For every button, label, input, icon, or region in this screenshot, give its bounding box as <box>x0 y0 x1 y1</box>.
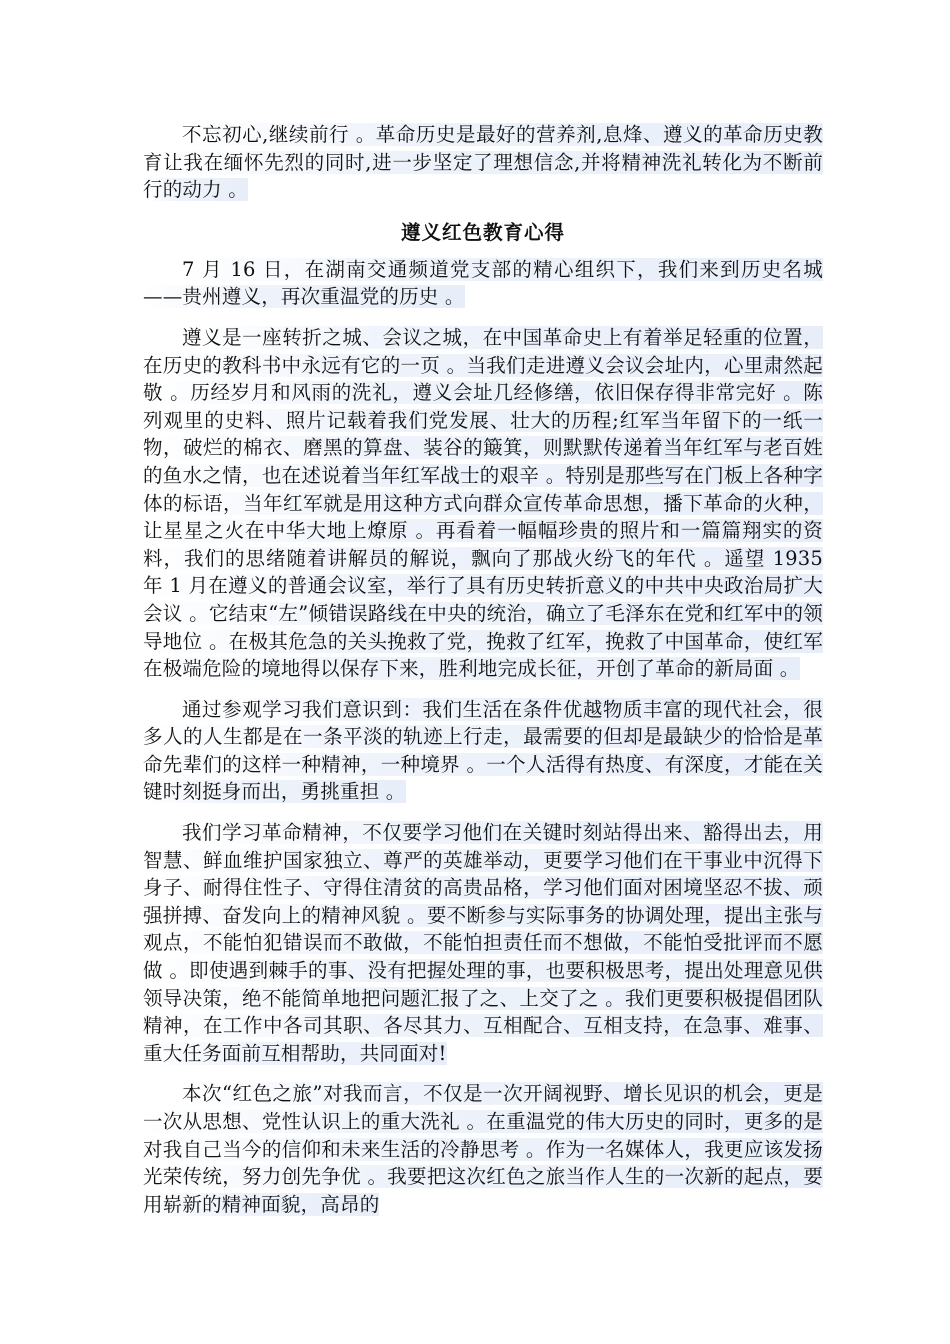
document-body <box>143 121 823 1218</box>
paragraph-1 <box>143 256 823 311</box>
document-title: 遵义红色教育心得 <box>400 220 565 244</box>
paragraph-4 <box>143 819 823 1067</box>
paragraph-1-text: 7 月 16 日，在湖南交通频道党支部的精心组织下，我们来到历史名城——贵州遵义，再次重温党的历史 。 <box>143 257 823 309</box>
paragraph-3 <box>143 696 823 806</box>
paragraph-2 <box>143 324 823 683</box>
paragraph-2-text: 遵义是一座转折之城、会议之城，在中国革命史上有着举足轻重的位置，在历史的教科书中永远有它的一页 。当我们走进遵义会议会址内，心里肃然起敬 。历经岁月和风雨的洗礼，遵义会址几经修缮，依旧保存得非常完好 。陈列观里的史料、照片记载着我们党发展、壮大的历程;红军当年留下的一纸一物，破烂的棉衣、磨黑的算盘、装谷的簸箕，则默默传递着当年红军与老百姓的鱼水之情，也在述说着当年红军战士的艰辛 。特别是那些写在门板上各种字体的标语，当年红军就是用这种方式向群众宣传革命思想，播下革命的火种，让星星之火在中华大地上燎原 。再看着一幅幅珍贵的照片和一篇篇翔实的资料，我们的思绪随着讲解员的解说，飘向了那战火纷飞的年代 。遥望 1935 年 1 月在遵义的普通会议室，举行了具有历史转折意义的中共中央政治局扩大会议 。它结束“左”倾错误路线在中央的统治，确立了毛泽东在党和红军中的领导地位 。在极其危急的关头挽救了党，挽救了红军，挽救了中国革命，使红军在极端危险的境地得以保存下来，胜利地完成长征，开创了革命的新局面 。 <box>143 325 823 681</box>
intro-paragraph <box>143 121 823 204</box>
paragraph-3-text: 通过参观学习我们意识到：我们生活在条件优越物质丰富的现代社会，很多人的人生都是在一条平淡的轨迹上行走，最需要的但却是最缺少的恰恰是革命先辈们的这样一种精神，一种境界 。一个人活得有热度、有深度，才能在关键时刻挺身而出，勇挑重担 。 <box>143 697 823 804</box>
paragraph-5 <box>143 1080 823 1218</box>
intro-paragraph-text: 不忘初心,继续前行 。革命历史是最好的营养剂,息烽、遵义的革命历史教育让我在缅怀先烈的同时,进一步坚定了理想信念,并将精神洗礼转化为不断前行的动力 。 <box>143 123 823 202</box>
paragraph-5-text: 本次“红色之旅”对我而言，不仅是一次开阔视野、增长见识的机会，更是一次从思想、党性认识上的重大洗礼 。在重温党的伟大历史的同时，更多的是对我自己当今的信仰和未来生活的冷静思考 。作为一名媒体人，我更应该发扬光荣传统，努力创先争优 。我要把这次红色之旅当作人生的一次新的起点，要用崭新的精神面貌，高昂的 <box>143 1082 823 1216</box>
paragraph-4-text: 我们学习革命精神，不仅要学习他们在关键时刻站得出来、豁得出去，用智慧、鲜血维护国家独立、尊严的英雄举动，更要学习他们在干事业中沉得下身子、耐得住性子、守得住清贫的高贵品格，学习他们面对困境坚忍不拔、顽强拼搏、奋发向上的精神风貌 。要不断参与实际事务的协调处理，提出主张与观点，不能怕犯错误而不敢做，不能怕担责任而不想做，不能怕受批评而不愿做 。即使遇到棘手的事、没有把握处理的事，也要积极思考，提出处理意见供领导决策，绝不能简单地把问题汇报了之、上交了之 。我们更要积极提倡团队精神，在工作中各司其职、各尽其力、互相配合、互相支持，在急事、难事、重大任务面前互相帮助，共同面对! <box>143 821 823 1065</box>
